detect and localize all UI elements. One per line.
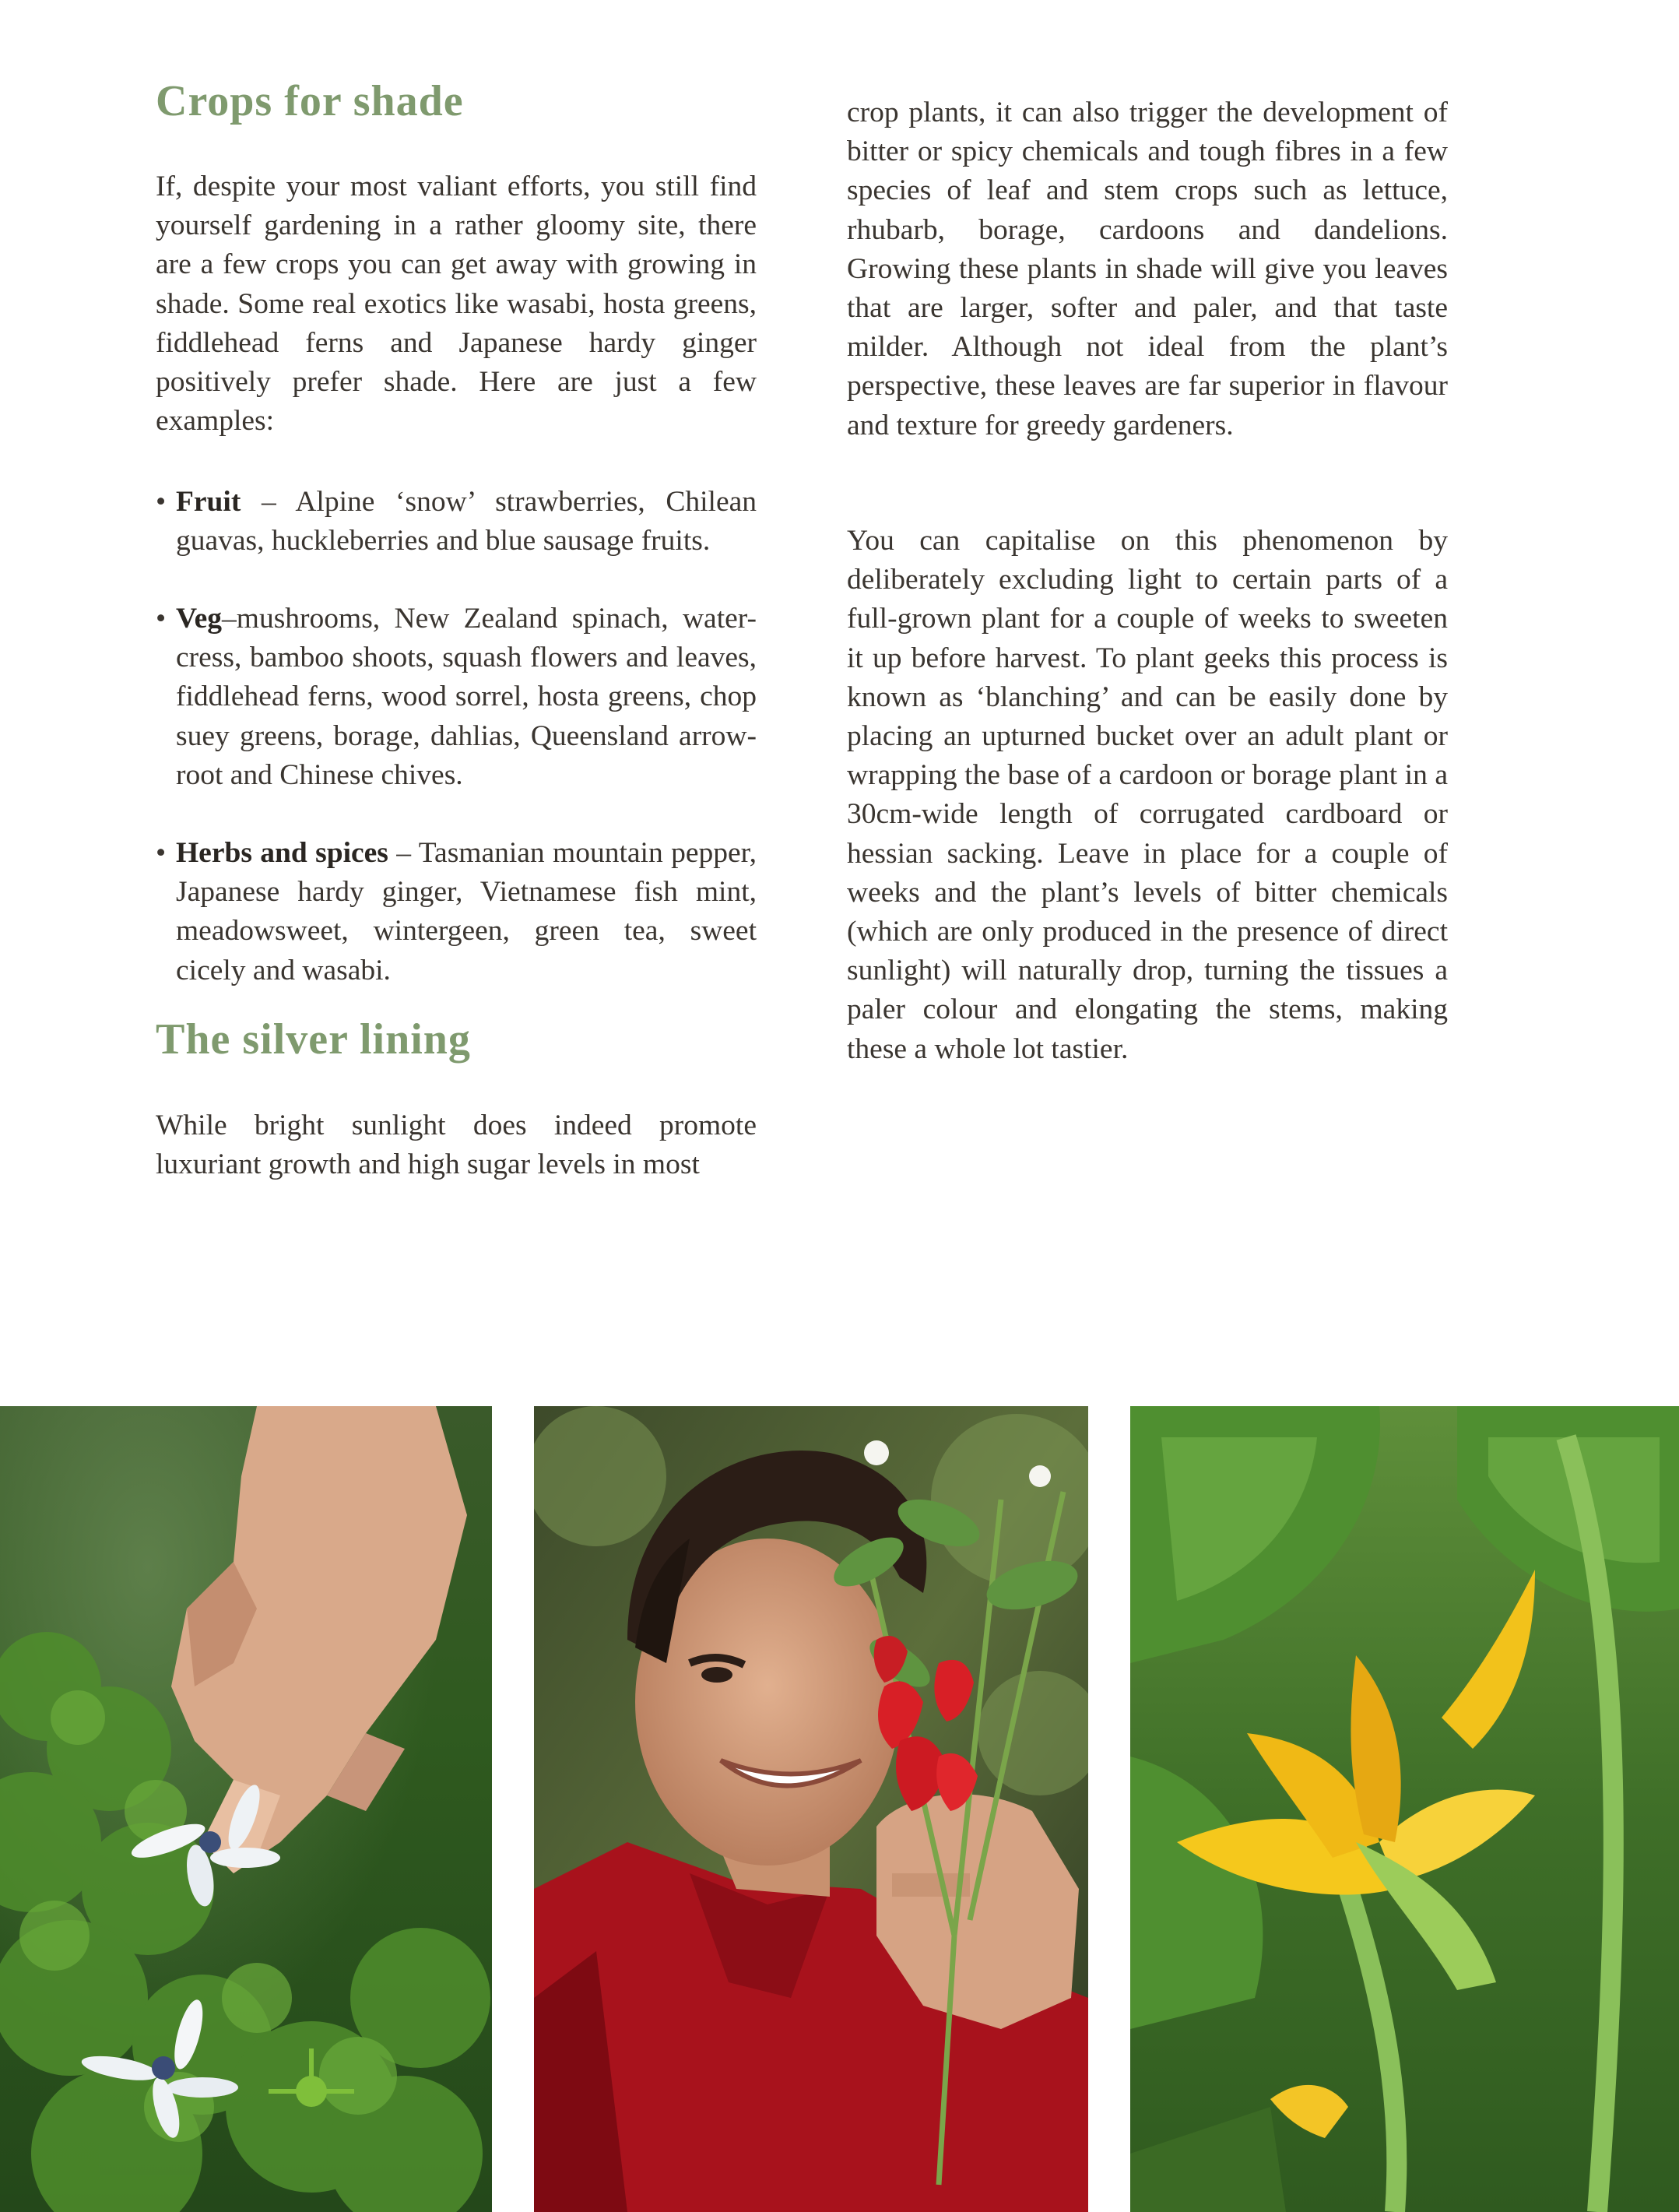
bullet-veg xyxy=(156,600,757,795)
photo-hand-with-flower-illustration xyxy=(0,1406,492,2212)
photo-man-with-strawberries-illustration xyxy=(534,1406,1088,2212)
silver-lining-paragraph: While bright sunlight does indeed promote luxuriant growth and high sugar levels in most xyxy=(156,1110,757,1181)
bullet-separator: – xyxy=(241,486,296,518)
bullet-marker: • xyxy=(156,603,167,635)
bullet-separator: – xyxy=(222,603,237,635)
bullet-separator: – xyxy=(388,837,419,869)
bullet-term: Herbs and spices xyxy=(176,837,388,869)
bullet-term: Fruit xyxy=(176,486,241,518)
bullet-text: mushrooms, New Zealand spinach, water-cress, bamboo shoots, squash flowers and leaves, fiddlehead ferns, wood sorrel, hosta greens, chop suey greens, borage, dahlias, Queensland arrow-root and Chinese chives. xyxy=(176,603,757,791)
bullet-term: Veg xyxy=(176,603,223,635)
photo-hand-with-flower xyxy=(0,1406,492,2212)
bullet-herbs-and-spices xyxy=(156,834,757,990)
bullet-marker: • xyxy=(156,486,167,518)
heading-silver-lining: The silver lining xyxy=(156,1015,471,1064)
photo-man-with-strawberries xyxy=(534,1406,1088,2212)
heading-crops-for-shade: Crops for shade xyxy=(156,77,464,125)
bullet-text: Alpine ‘snow’ strawberries, Chilean guavas, huckleberries and blue sausage fruits. xyxy=(176,486,757,557)
intro-paragraph: If, despite your most valiant efforts, you still find yourself gardening in a rather gloomy site, there are a few crops you can get away with growing in shade. Some real exotics like wasabi, hosta greens, fiddlehead ferns and Japanese hardy ginger positively prefer shade. Here are just a few examples: xyxy=(156,171,757,438)
bullet-text: Tasmanian mountain pepper, Japanese hardy ginger, Vietnamese fish mint, meadowsweet, wintergeen, green tea, sweet cicely and wasabi. xyxy=(176,837,757,986)
photo-squash-flower xyxy=(1130,1406,1679,2212)
blanching-paragraph: You can capitalise on this phenomenon by deliberately excluding light to certain parts of a full-grown plant for a couple of weeks to sweeten it up before harvest. To plant geeks this process is known as ‘blanching’ and can be easily done by placing an upturned bucket over an adult plant or wrapping the base of a cardoon or borage plant in a 30cm-wide length of corrugated cardboard or hessian sacking. Leave in place for a couple of weeks and the plant’s levels of bitter chemicals (which are only produced in the presence of direct sunlight) will naturally drop, turning the tissues a paler colour and elongating the stems, making these a whole lot tastier. xyxy=(847,525,1448,1065)
continuation-paragraph: crop plants, it can also trigger the development of bitter or spicy chemicals and tough fibres in a few species of leaf and stem crops such as lettuce, rhubarb, borage, cardoons and dandelions. Growing these plants in shade will give you leaves that are larger, softer and paler, and that taste milder. Although not ideal from the plant’s perspective, these leaves are far superior in flavour and texture for greedy gardeners. xyxy=(847,97,1448,441)
photo-squash-flower-illustration xyxy=(1130,1406,1679,2212)
bullet-fruit xyxy=(156,483,757,561)
bullet-marker: • xyxy=(156,837,167,869)
